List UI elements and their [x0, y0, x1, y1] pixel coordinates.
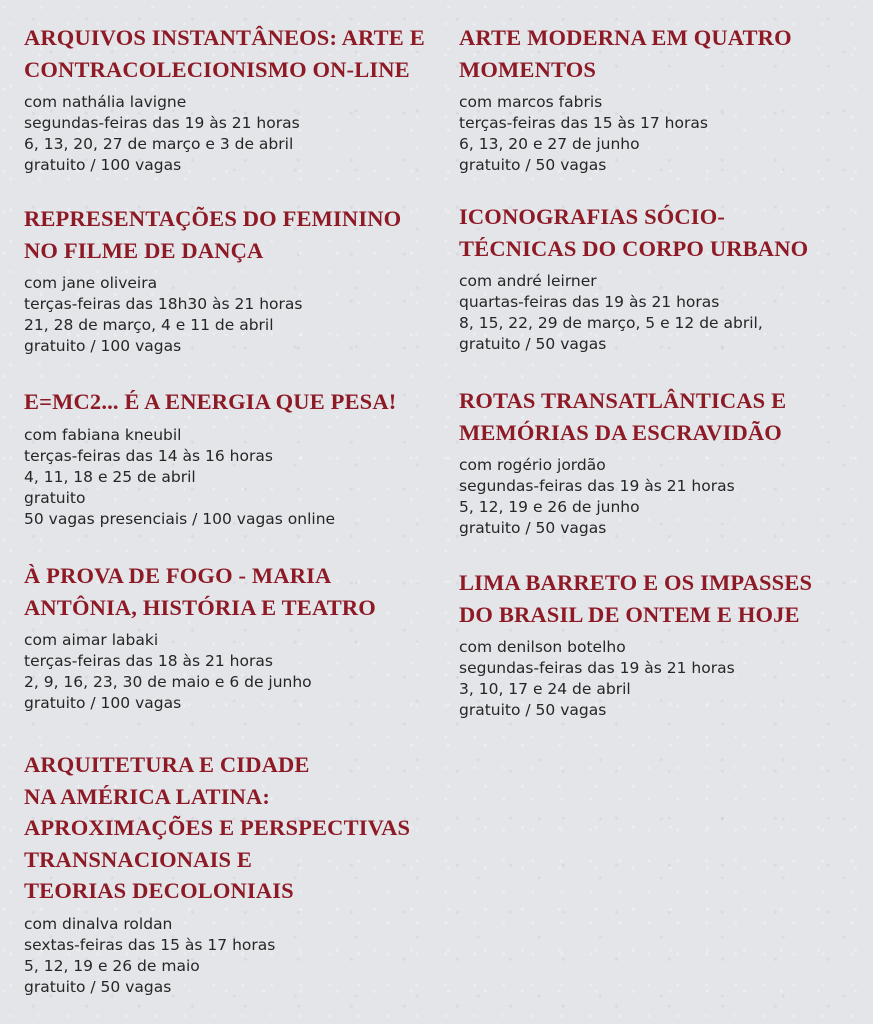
course-arquitetura-e-cidade [24, 749, 410, 998]
course-title-line: ROTAS TRANSATLÂNTICAS E [459, 388, 787, 413]
course-price-seats: gratuito / 100 vagas [24, 156, 182, 174]
course-title-line: À PROVA DE FOGO - MARIA [24, 563, 332, 588]
course-instructor: com denilson botelho [459, 638, 626, 656]
course-arquivos-instantaneos [24, 22, 425, 176]
course-dates: 6, 13, 20 e 27 de junho [459, 135, 640, 153]
course-dates: 6, 13, 20, 27 de março e 3 de abril [24, 135, 294, 153]
course-info [459, 637, 812, 721]
course-info [459, 92, 792, 176]
course-info [24, 92, 425, 176]
course-title-line: LIMA BARRETO E OS IMPASSES [459, 570, 813, 595]
course-schedule: terças-feiras das 15 às 17 horas [459, 114, 708, 132]
course-title [24, 203, 401, 266]
course-price-seats: gratuito / 100 vagas [24, 694, 182, 712]
course-dates: 3, 10, 17 e 24 de abril [459, 680, 631, 698]
course-lima-barreto [459, 567, 812, 721]
course-price-seats: gratuito / 100 vagas [24, 337, 182, 355]
course-price-seats: gratuito / 50 vagas [459, 335, 607, 353]
course-schedule: segundas-feiras das 19 às 21 horas [459, 659, 735, 677]
course-seats: 50 vagas presenciais / 100 vagas online [24, 509, 336, 528]
course-instructor: com jane oliveira [24, 274, 158, 292]
course-title-line: MOMENTOS [459, 56, 597, 82]
course-schedule: terças-feiras das 18h30 às 21 horas [24, 295, 303, 313]
course-price: gratuito [24, 488, 86, 507]
course-info [24, 914, 410, 998]
course-instructor: com dinalva roldan [24, 914, 173, 933]
course-title [459, 201, 808, 264]
course-instructor: com rogério jordão [459, 456, 606, 474]
course-title-line: MEMÓRIAS DA ESCRAVIDÃO [459, 419, 782, 445]
course-info [24, 273, 401, 357]
course-dates: 8, 15, 22, 29 de março, 5 e 12 de abril, [459, 314, 763, 332]
course-title-line: ANTÔNIA, HISTÓRIA E TEATRO [24, 594, 376, 620]
course-iconografias [459, 201, 808, 355]
course-arte-moderna [459, 22, 792, 176]
course-title-line: REPRESENTAÇÕES DO FEMININO [24, 206, 402, 231]
course-title-line: ICONOGRAFIAS SÓCIO- [459, 204, 726, 229]
course-title [24, 386, 396, 418]
course-instructor: com marcos fabris [459, 93, 603, 111]
course-title-line: ARQUIVOS INSTANTÂNEOS: ARTE E [24, 25, 425, 50]
course-title [459, 22, 792, 85]
course-schedule: segundas-feiras das 19 às 21 horas [459, 477, 735, 495]
course-title-line: NO FILME DE DANÇA [24, 237, 264, 263]
course-dates: 5, 12, 19 e 26 de maio [24, 956, 200, 975]
course-price-seats: gratuito / 50 vagas [459, 701, 607, 719]
course-instructor: com fabiana kneubil [24, 425, 182, 444]
course-dates: 4, 11, 18 e 25 de abril [24, 467, 196, 486]
course-schedule: quartas-feiras das 19 às 21 horas [459, 293, 720, 311]
course-price-seats: gratuito / 50 vagas [24, 977, 172, 996]
course-info [24, 630, 376, 714]
course-title-line: TEORIAS DECOLONIAIS [24, 878, 294, 903]
course-title-line: APROXIMAÇÕES E PERSPECTIVAS [24, 815, 411, 840]
course-dates: 5, 12, 19 e 26 de junho [459, 498, 640, 516]
course-title-line: ARQUITETURA E CIDADE [24, 752, 310, 777]
course-price-seats: gratuito / 50 vagas [459, 519, 607, 537]
course-title-line: TRANSNACIONAIS E [24, 846, 253, 872]
course-price-seats: gratuito / 50 vagas [459, 156, 607, 174]
course-title-line: DO BRASIL DE ONTEM E HOJE [459, 601, 800, 627]
course-dates: 2, 9, 16, 23, 30 de maio e 6 de junho [24, 673, 312, 691]
course-instructor: com nathália lavigne [24, 93, 187, 111]
course-schedule: terças-feiras das 18 às 21 horas [24, 652, 273, 670]
course-title-line: CONTRACOLECIONISMO ON-LINE [24, 56, 410, 82]
course-schedule: sextas-feiras das 15 às 17 horas [24, 935, 276, 954]
course-instructor: com aimar labaki [24, 631, 159, 649]
course-title [459, 385, 786, 448]
course-info [459, 455, 786, 539]
course-representacoes-do-feminino [24, 203, 401, 357]
course-title [459, 567, 812, 630]
course-title-line: ARTE MODERNA EM QUATRO [459, 25, 792, 50]
course-dates: 21, 28 de março, 4 e 11 de abril [24, 316, 274, 334]
course-title-line: NA AMÉRICA LATINA: [24, 783, 271, 809]
course-rotas-transatlanticas [459, 385, 786, 539]
course-info [24, 425, 396, 530]
course-title [24, 560, 376, 623]
course-info [459, 271, 808, 355]
course-emc2 [24, 386, 396, 530]
course-schedule: segundas-feiras das 19 às 21 horas [24, 114, 300, 132]
course-title [24, 749, 410, 907]
course-schedule: terças-feiras das 14 às 16 horas [24, 446, 273, 465]
course-title-line: E=MC2... É A ENERGIA QUE PESA! [24, 389, 397, 414]
course-title [24, 22, 425, 85]
course-a-prova-de-fogo [24, 560, 376, 714]
course-instructor: com andré leirner [459, 272, 597, 290]
course-title-line: TÉCNICAS DO CORPO URBANO [459, 235, 809, 261]
